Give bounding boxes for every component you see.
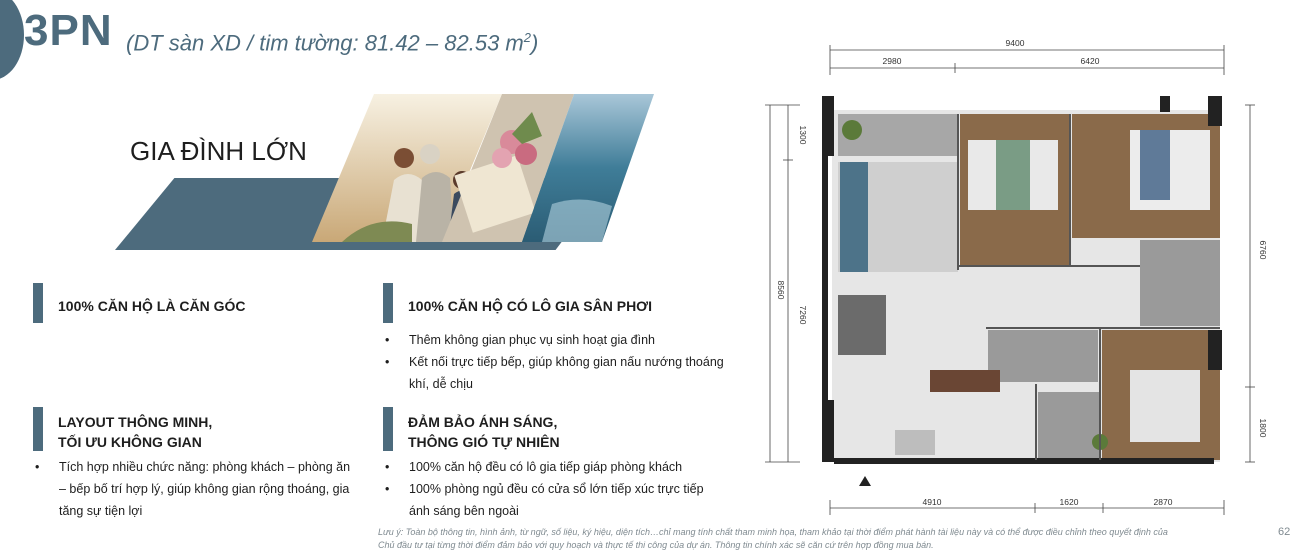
dim-left-bottom: 7260 bbox=[798, 305, 808, 325]
unit-code-title: 3PN bbox=[24, 6, 113, 55]
dim-bottom-mid: 1620 bbox=[1059, 497, 1079, 507]
feature-4-accent-bar bbox=[383, 407, 393, 451]
floor-plan bbox=[760, 30, 1280, 520]
feature-2-accent-bar bbox=[383, 283, 393, 323]
dim-left-top: 1300 bbox=[798, 125, 808, 145]
list-item: • Tích hợp nhiều chức năng: phòng khách – phòng ăn – bếp bố trí hợp lý, giúp không gian rộng thoáng, gia tăng sự tiện lợi bbox=[33, 456, 351, 522]
list-item: • 100% phòng ngủ đều có cửa sổ lớn tiếp xúc trực tiếp ánh sáng bên ngoài bbox=[383, 478, 713, 522]
dim-top-right: 6420 bbox=[1080, 56, 1100, 66]
list-item: • Thêm không gian phục vụ sinh hoạt gia đình bbox=[383, 329, 728, 351]
dim-bottom-left: 4910 bbox=[922, 497, 942, 507]
feature-1-accent-bar bbox=[33, 283, 43, 323]
feature-2-bullets bbox=[383, 329, 728, 395]
feature-3-accent-bar bbox=[33, 407, 43, 451]
page-number: 62 bbox=[1278, 526, 1291, 538]
family-photo-collage bbox=[312, 94, 654, 242]
dim-top-total: 9400 bbox=[1005, 38, 1025, 48]
banner-family-label: GIA ĐÌNH LỚN bbox=[130, 136, 307, 166]
dim-left-total: 8560 bbox=[776, 280, 786, 300]
area-subtitle: (DT sàn XD / tim tường: 81.42 – 82.53 $m^2$) bbox=[126, 30, 539, 56]
feature-2-title: 100% CĂN HỘ CÓ LÔ GIA SÂN PHƠI bbox=[408, 298, 653, 314]
list-item: • Kết nối trực tiếp bếp, giúp không gian nấu nướng thoáng khí, dễ chịu bbox=[383, 351, 728, 395]
feature-4-bullets bbox=[383, 456, 713, 522]
list-item: • 100% căn hộ đều có lô gia tiếp giáp phòng khách bbox=[383, 456, 713, 478]
feature-4-title: ĐẢM BẢO ÁNH SÁNG, THÔNG GIÓ TỰ NHIÊN bbox=[408, 414, 560, 450]
header-circle-tab bbox=[0, 0, 24, 80]
dim-top-left: 2980 bbox=[882, 56, 902, 66]
dim-right-top: 6760 bbox=[1258, 240, 1268, 260]
disclaimer-note: Lưu ý: Toàn bộ thông tin, hình ảnh, từ ngữ, số liệu, ký hiệu, diện tích…chỉ mang tính chất tham minh họa, tham khảo tại thời điểm phát hành tài liệu này và có thể được điều chỉnh theo quyết định của Chủ đầu tư tại từng thời điểm đảm bảo với quy hoạch và thực tế thi công của dự án. Thông tin chính xác sẽ căn cứ trên hợp đồng mua bán. bbox=[378, 527, 1168, 550]
feature-1-title: 100% CĂN HỘ LÀ CĂN GÓC bbox=[58, 298, 246, 314]
dim-bottom-right: 2870 bbox=[1153, 497, 1173, 507]
dim-right-bottom: 1800 bbox=[1258, 418, 1268, 438]
feature-3-title: LAYOUT THÔNG MINH, TỐI ƯU KHÔNG GIAN bbox=[58, 414, 213, 450]
feature-3-bullets bbox=[33, 456, 351, 522]
